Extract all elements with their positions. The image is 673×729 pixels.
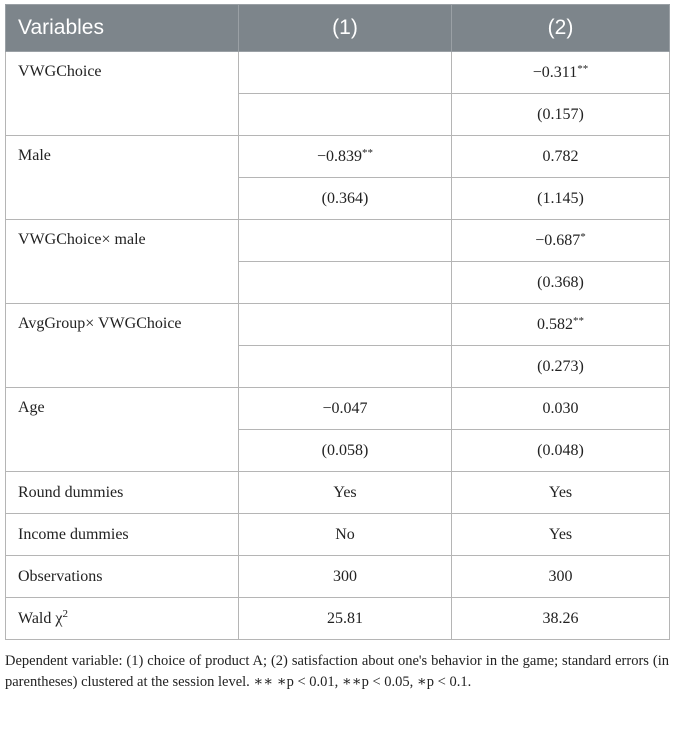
table-row: [6, 472, 670, 514]
se-cell: [239, 262, 452, 304]
regression-table-container: [5, 4, 669, 640]
value-cell: 38.26: [452, 598, 670, 640]
regression-table: [5, 4, 670, 640]
row-label: VWGChoice: [6, 52, 239, 136]
coef-value: 0.582: [537, 315, 573, 333]
se-cell: (0.273): [452, 346, 670, 388]
coef-value: −0.311: [532, 63, 578, 81]
coef-cell: [452, 220, 670, 262]
row-label: Income dummies: [6, 514, 239, 556]
coef-cell: [239, 52, 452, 94]
se-cell: (0.157): [452, 94, 670, 136]
table-row: [6, 136, 670, 178]
value-cell: Yes: [452, 472, 670, 514]
se-cell: [239, 94, 452, 136]
table-row: [6, 514, 670, 556]
value-cell: 25.81: [239, 598, 452, 640]
row-label: Male: [6, 136, 239, 220]
table-row: [6, 598, 670, 640]
table-row: [6, 304, 670, 346]
coef-cell: [452, 52, 670, 94]
significance-stars: **: [362, 146, 374, 159]
value-cell: 300: [452, 556, 670, 598]
table-row: [6, 388, 670, 430]
coef-cell: −0.047: [239, 388, 452, 430]
se-cell: (0.048): [452, 430, 670, 472]
row-label: Round dummies: [6, 472, 239, 514]
se-cell: (0.368): [452, 262, 670, 304]
header-col-2: (2): [452, 5, 670, 52]
coef-cell: [452, 304, 670, 346]
value-cell: No: [239, 514, 452, 556]
coef-value: −0.687: [535, 231, 581, 249]
se-cell: (0.364): [239, 178, 452, 220]
row-label: Age: [6, 388, 239, 472]
coef-cell: 0.030: [452, 388, 670, 430]
row-label: Observations: [6, 556, 239, 598]
significance-stars: **: [573, 314, 584, 327]
table-row: [6, 556, 670, 598]
header-col-1: (1): [239, 5, 452, 52]
value-cell: 300: [239, 556, 452, 598]
significance-stars: **: [577, 62, 589, 75]
value-cell: Yes: [239, 472, 452, 514]
coef-value: −0.839: [316, 147, 363, 165]
header-variables: Variables: [6, 5, 239, 52]
coef-cell: 0.782: [452, 136, 670, 178]
header-row: [6, 5, 670, 52]
se-cell: [239, 346, 452, 388]
significance-stars: *: [580, 230, 586, 243]
wald-label: Wald χ: [18, 609, 63, 627]
row-label: [6, 598, 239, 640]
coef-cell: [239, 304, 452, 346]
se-cell: (1.145): [452, 178, 670, 220]
coef-cell: [239, 220, 452, 262]
table-row: [6, 220, 670, 262]
se-cell: (0.058): [239, 430, 452, 472]
wald-superscript: 2: [62, 607, 68, 620]
table-footnote: Dependent variable: (1) choice of product A; (2) satisfaction about one's behavior in the game; standard errors (in parentheses) clustered at the session level. ∗∗ ∗p < 0.01, ∗∗p < 0.05, ∗p < 0.1.: [5, 653, 669, 690]
row-label: VWGChoice× male: [6, 220, 239, 304]
table-row: [6, 52, 670, 94]
value-cell: Yes: [452, 514, 670, 556]
row-label: AvgGroup× VWGChoice: [6, 304, 239, 388]
coef-cell: [239, 136, 452, 178]
